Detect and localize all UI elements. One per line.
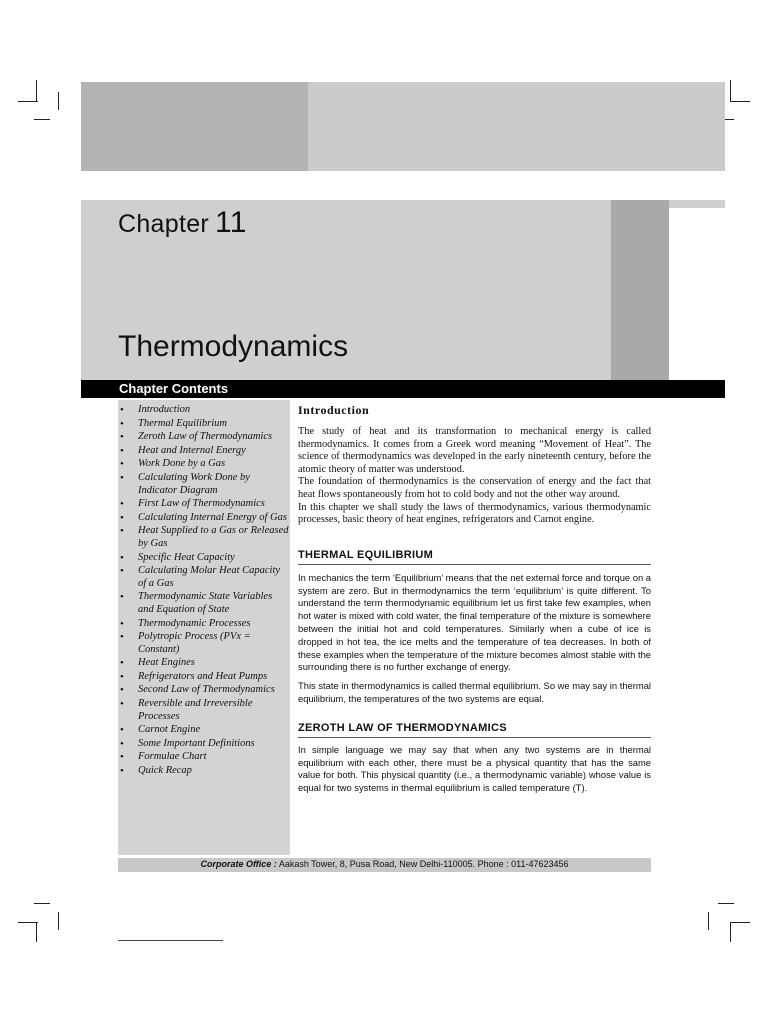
crop-mark xyxy=(36,80,37,102)
crop-mark xyxy=(730,80,731,102)
footer-text xyxy=(118,859,651,869)
crop-mark xyxy=(718,903,734,904)
contents-sidebar xyxy=(118,400,290,855)
crop-mark xyxy=(18,101,38,102)
toc-item: • Some Important Definitions xyxy=(118,738,290,751)
chapter-label xyxy=(118,206,247,240)
toc-item: • Thermal Equilibrium xyxy=(118,418,290,431)
thermal-equilibrium-paragraph: This state in thermodynamics is called thermal equilibrium. So we may say in thermal equilibrium, the temperatures of the two systems are equal. xyxy=(298,680,651,704)
toc-item: • Reversible and Irreversible Processes xyxy=(118,698,290,723)
toc-item: • Second Law of Thermodynamics xyxy=(118,684,290,697)
chapter-title: Thermodynamics xyxy=(118,330,349,363)
toc-item: • Heat Supplied to a Gas or Released by Gas xyxy=(118,525,290,550)
toc-item: • Heat Engines xyxy=(118,657,290,670)
footer-label: Corporate Office : xyxy=(200,859,277,869)
crop-mark xyxy=(34,903,50,904)
toc-item: • Calculating Internal Energy of Gas xyxy=(118,512,290,525)
toc-item: • Calculating Work Done by Indicator Diagram xyxy=(118,472,290,497)
crop-mark xyxy=(708,912,709,930)
chapter-contents-bar xyxy=(81,380,725,398)
toc-item: • Refrigerators and Heat Pumps xyxy=(118,671,290,684)
toc-item: • First Law of Thermodynamics xyxy=(118,498,290,511)
crop-mark xyxy=(730,101,750,102)
crop-mark xyxy=(58,912,59,930)
introduction-paragraph: The study of heat and its transformation to mechanical energy is called thermodynamics. It comes from a Greek word meaning “Movement of Heat”. The science of thermodynamics was developed in the early nineteenth century, before the atomic theory of matter was understood. xyxy=(298,426,651,475)
chapter-number: 11 xyxy=(215,206,247,239)
bottom-rule xyxy=(118,940,223,941)
toc-item: • Thermodynamic State Variables and Equation of State xyxy=(118,591,290,616)
title-side-bar xyxy=(611,200,669,380)
toc-item: • Work Done by a Gas xyxy=(118,458,290,471)
crop-mark xyxy=(730,922,731,942)
thermal-equilibrium-heading: THERMAL EQUILIBRIUM xyxy=(298,549,651,565)
toc-item: • Heat and Internal Energy xyxy=(118,445,290,458)
crop-mark xyxy=(36,922,37,942)
toc-item: • Zeroth Law of Thermodynamics xyxy=(118,431,290,444)
toc-item: • Formulae Chart xyxy=(118,751,290,764)
introduction-paragraph: In this chapter we shall study the laws of thermodynamics, various thermodynamic processes, basic theory of heat engines, refrigerators and Carnot engine. xyxy=(298,501,651,526)
main-text xyxy=(298,403,651,795)
introduction-heading: Introduction xyxy=(298,403,370,417)
title-top-strip xyxy=(669,200,725,208)
header-band-light xyxy=(308,82,725,171)
zeroth-law-paragraph: In simple language we may say that when any two systems are in thermal equilibrium with each other, there must be a physical quantity that has the same value for both. This physical quantity (i.e., a thermodynamic variable) whose value is equal for two systems in thermal equilibrium is called temperature (T). xyxy=(298,743,651,794)
crop-mark xyxy=(34,119,50,120)
footer-bar xyxy=(118,858,651,872)
chapter-word: Chapter xyxy=(118,210,210,238)
toc-item: • Carnot Engine xyxy=(118,724,290,737)
crop-mark xyxy=(18,922,38,923)
thermal-equilibrium-paragraph: In mechanics the term ‘Equilibrium’ means that the net external force and torque on a system are zero. But in thermodynamics the term ‘equilibrium’ is quite different. To understand the term thermodynamic equilibrium let us first take few examples, when hot water is mixed with cold water, the final temperature of the mixture is somewhere between the initial hot and cold temperatures. Similarly when a cube of ice is dropped in hot tea, the ice melts and the temperature of tea decreases. In both of these examples when the temperature of the mixture becomes almost stable with the surrounding there is no further exchange of energy. xyxy=(298,571,651,673)
toc-item: • Quick Recap xyxy=(118,765,290,778)
toc-item: • Thermodynamic Processes xyxy=(118,618,290,631)
header-band-dark xyxy=(81,82,308,171)
introduction-paragraph: The foundation of thermodynamics is the conservation of energy and the fact that heat flows spontaneously from hot to cold body and not the other way around. xyxy=(298,476,651,500)
chapter-contents-heading: Chapter Contents xyxy=(119,381,229,396)
crop-mark xyxy=(730,922,750,923)
toc-item: • Polytropic Process (PVx = Constant) xyxy=(118,631,290,656)
crop-mark xyxy=(58,92,59,110)
contents-list xyxy=(118,404,290,779)
toc-item: • Introduction xyxy=(118,404,290,417)
toc-item: • Specific Heat Capacity xyxy=(118,552,290,565)
toc-item: • Calculating Molar Heat Capacity of a Gas xyxy=(118,565,290,590)
zeroth-law-heading: ZEROTH LAW OF THERMODYNAMICS xyxy=(298,722,651,738)
footer-address: Aakash Tower, 8, Pusa Road, New Delhi-110005. Phone : 011-47623456 xyxy=(278,859,569,869)
